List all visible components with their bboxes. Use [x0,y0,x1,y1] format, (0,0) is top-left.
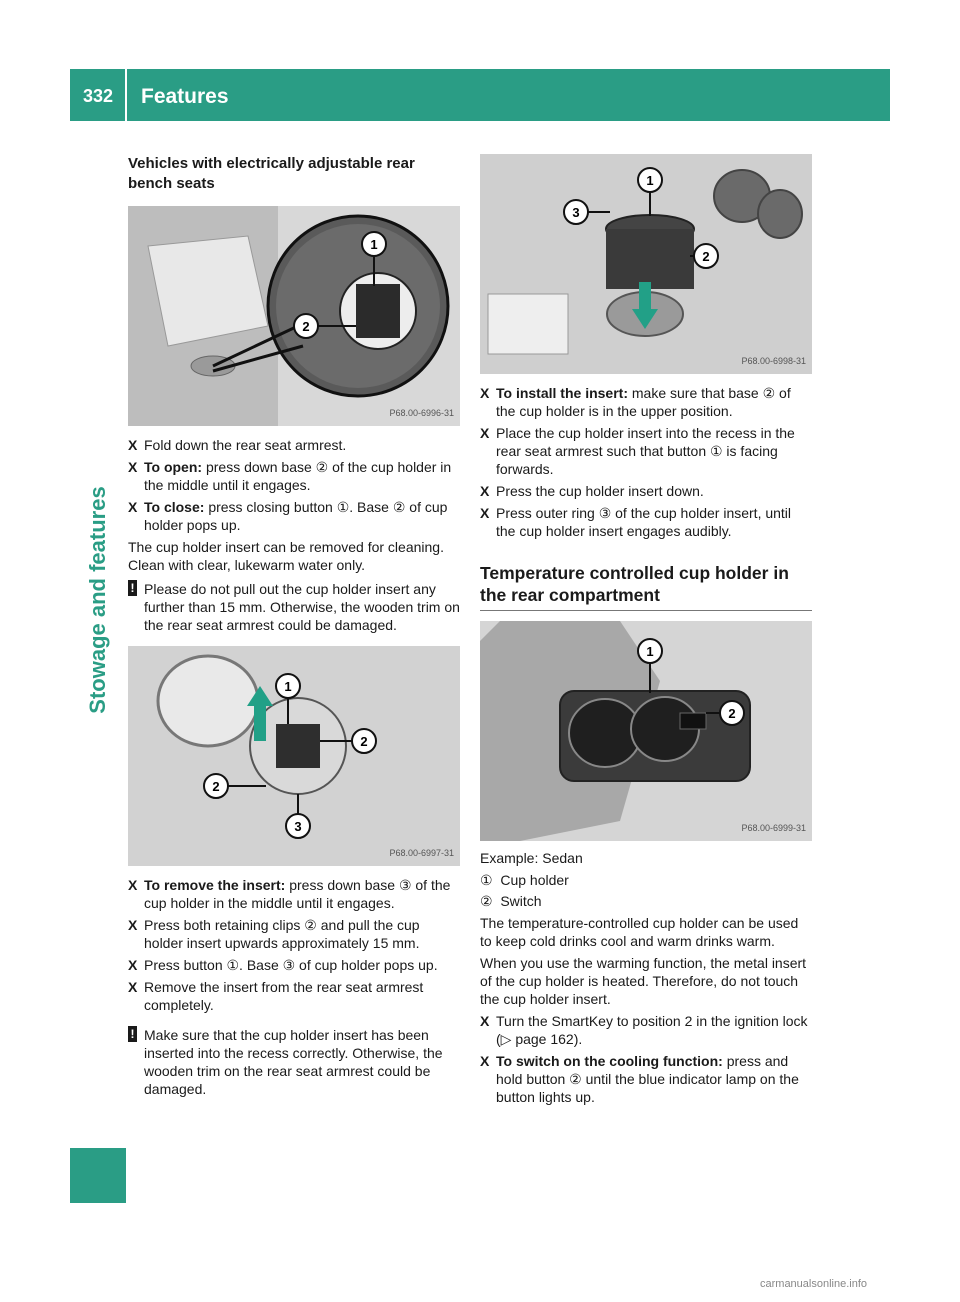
step-item: X Remove the insert from the rear seat armrest completely. [128,979,424,1013]
step-list [128,876,460,1014]
figure-callout-2: 2 [360,734,368,749]
legend-item: ① Cup holder [480,872,569,888]
figure-code: P68.00-6996-31 [389,408,454,418]
figure-armrest-cupholder [128,206,460,426]
step-item: X Place the cup holder insert into the recess in the rear seat armrest such that button ① is facing forwards. [480,425,795,477]
left-column [128,154,460,1104]
step-item: X Press outer ring ③ of the cup holder insert, until the cup holder insert engages audibly. [480,505,792,539]
warning-icon: ! [128,580,137,596]
step-list [480,384,812,540]
figure-callout-2: 2 [302,319,310,334]
figure-remove-insert [128,646,460,866]
warning-note: ! Make sure that the cup holder insert has been inserted into the recess correctly. Otherwise, the wooden trim on the rear seat armrest could be damaged. [128,1026,460,1098]
figure-code: P68.00-6997-31 [389,848,454,858]
chapter-tab-label: Stowage and features [85,486,110,714]
figure-install-insert [480,154,812,374]
step-item: X Fold down the rear seat armrest. [128,437,347,453]
step-item: X To install the insert: make sure that base ② of the cup holder is in the upper position. [480,385,791,419]
right-column [480,154,812,1110]
warning-note: ! Please do not pull out the cup holder insert any further than 15 mm. Otherwise, the wooden trim on the rear seat armrest could be damaged. [128,580,460,634]
figure-callout-3: 3 [572,205,580,220]
legend-item: ② Switch [480,893,542,909]
figure-callout-2b: 2 [212,779,220,794]
figure-callout-1: 1 [646,644,654,659]
figure-callout-2: 2 [702,249,710,264]
figure-code: P68.00-6999-31 [741,823,806,833]
footer-watermark: carmanualsonline.info [760,1278,868,1290]
step-item: X Press the cup holder insert down. [480,483,704,499]
figure-callout-2: 2 [728,706,736,721]
step-item: X To switch on the cooling function: press and hold button ② until the blue indicator lamp on the button lights up. [480,1053,799,1105]
step-item: X Press button ①. Base ③ of cup holder pops up. [128,957,438,973]
figure-callout-1: 1 [646,173,654,188]
figure-code: P68.00-6998-31 [741,356,806,366]
section-heading: Temperature controlled cup holder in the rear compartment [480,562,812,611]
step-list [128,436,460,534]
step-item: X To remove the insert: press down base ③ of the cup holder in the middle until it engages. [128,877,451,911]
step-list [480,1012,812,1106]
figure-callout-1: 1 [284,679,292,694]
warning-icon: ! [128,1026,137,1042]
header-divider [125,69,127,121]
figure-callout-1: 1 [370,237,378,252]
page-number: 332 [83,86,114,106]
body-paragraph: The temperature-controlled cup holder can be used to keep cold drinks cool and warm drinks warm. [480,915,799,949]
figure-temperature-cupholder [480,621,812,841]
body-paragraph: The cup holder insert can be removed for cleaning. Clean with clear, lukewarm water only. [128,539,444,573]
figure-callout-3: 3 [294,819,302,834]
step-item: X Turn the SmartKey to position 2 in the ignition lock (▷ page 162). [480,1013,808,1047]
step-item: X Press both retaining clips ② and pull the cup holder insert upwards approximately 15 mm. [128,917,420,951]
body-paragraph: When you use the warming function, the metal insert of the cup holder is heated. Therefore, do not touch the cup holder insert. [480,955,807,1007]
page-title: Features [141,85,229,108]
step-item: X To close: press closing button ①. Base ② of cup holder pops up. [128,499,448,533]
figure-caption: Example: Sedan [480,850,583,866]
chapter-tab-marker [70,1148,126,1203]
section-subheading: Vehicles with electrically adjustable rear bench seats [128,155,415,192]
step-item: X To open: press down base ② of the cup holder in the middle until it engages. [128,459,452,493]
